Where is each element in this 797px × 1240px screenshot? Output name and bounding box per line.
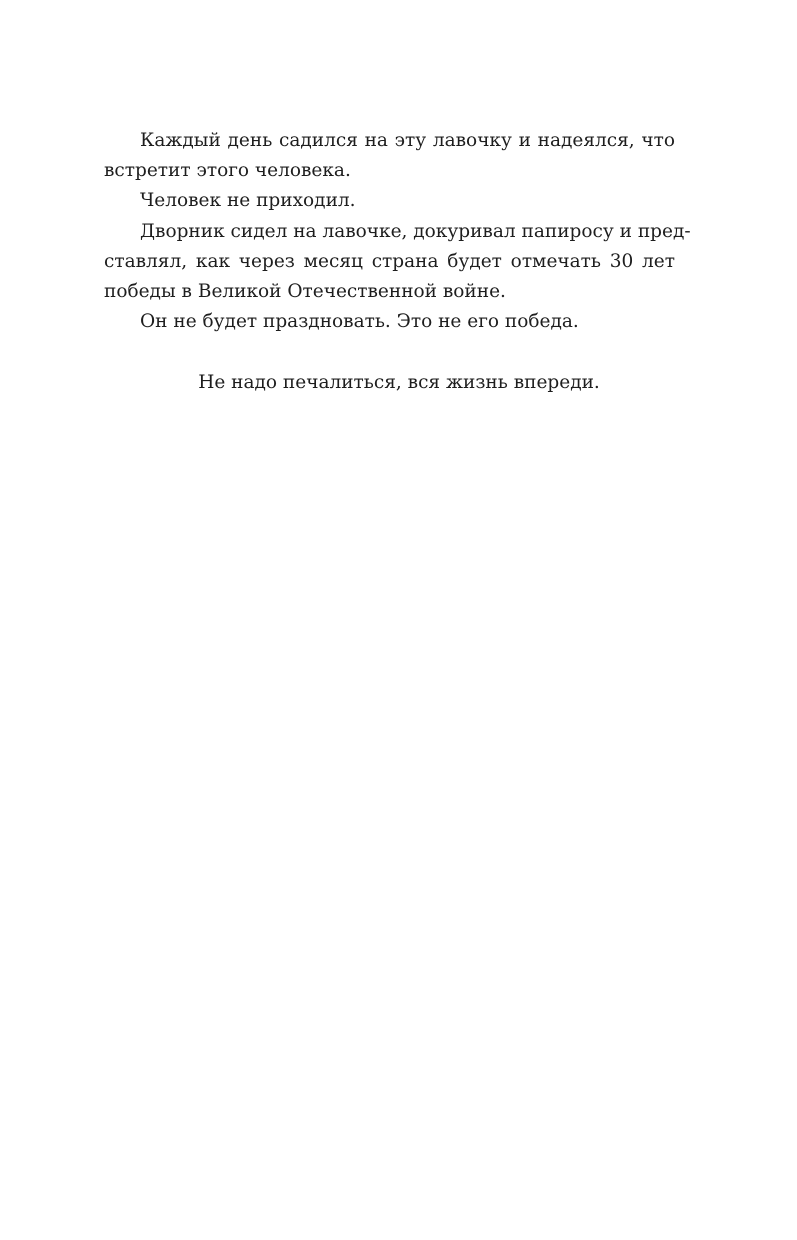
paragraph-line: встретит этого человека. [104,160,351,182]
body-text [104,126,691,337]
paragraph-line: ставлял, как через месяц страна будет отмечать 30 лет [104,250,675,272]
paragraph-line: Дворник сидел на лавочке, докуривал папиросу и пред- [140,220,691,242]
paragraph-line: Человек не приходил. [140,190,356,212]
paragraph-line: победы в Великой Отечественной войне. [104,280,506,302]
paragraph-line: Он не будет праздновать. Это не его победа. [140,311,579,333]
closing-line: Не надо печалиться, вся жизнь впереди. [198,372,600,393]
paragraph-line: Каждый день садился на эту лавочку и надеялся, что [140,130,675,151]
